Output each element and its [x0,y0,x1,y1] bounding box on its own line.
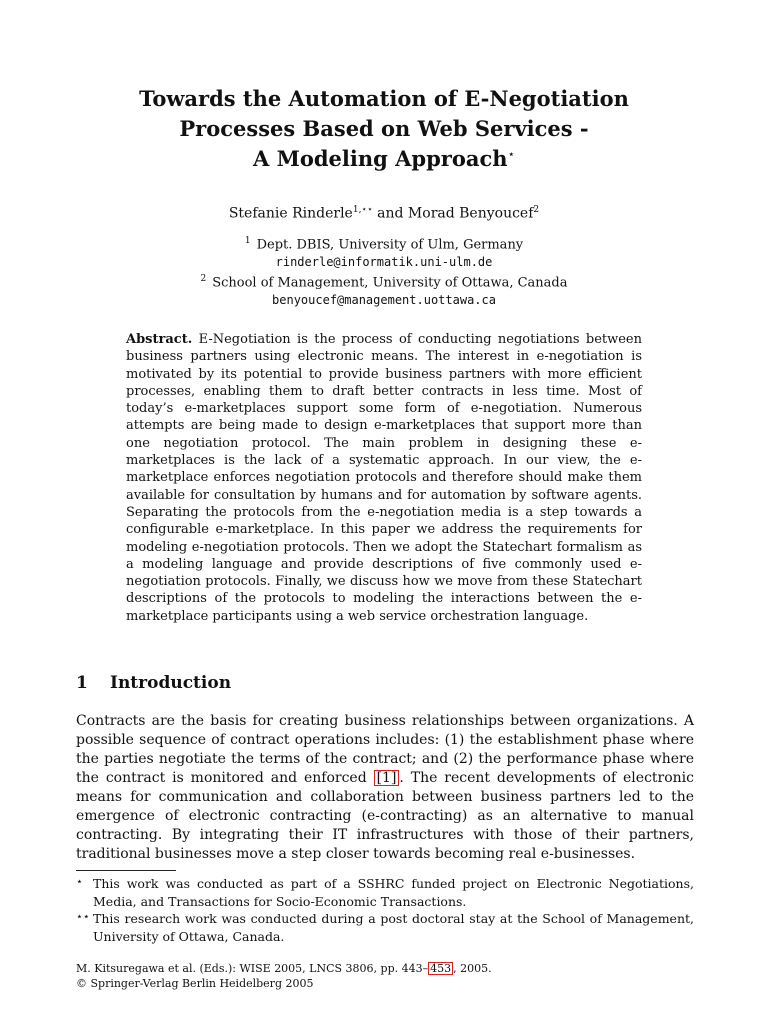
abstract [126,331,642,625]
author-list [76,200,692,224]
copyright-line-1 [76,962,694,977]
footnote-1 [76,875,694,910]
author-2-affil-mark[interactable]: 2 [533,205,540,215]
title-footnote-mark[interactable]: ⋆ [507,147,516,161]
citation-link[interactable]: [1] [374,770,400,786]
introduction-paragraph [76,712,694,864]
title-line-3-text: A Modeling Approach [252,146,508,171]
affiliation-1 [76,233,692,254]
title-line-2: Processes Based on Web Services - [179,116,589,141]
affiliation-1-number: 1 [244,236,251,246]
footnote-2-text: This research work was conducted during a post doctoral stay at the School of Management, University of Ottawa, Canada. [93,911,694,944]
copyright-citation: M. Kitsuregawa et al. (Eds.): WISE 2005, LNCS 3806, pp. 443– [76,962,429,975]
author-connector: and Morad Benyoucef [377,205,534,222]
affiliation-2-number: 2 [200,274,207,285]
paper-title [76,84,692,174]
abstract-text: E-Negotiation is the process of conducting negotiations between business partners using electronic means. The interest in e-negotiation is motivated by its potential to provide business partners with more efficient processes, enabling them to draft better contracts in less time. Most of today’s e-marketplaces support some form of e-negotiation. Numerous attempts are being made to design e-marketplaces that support more than one negotiation protocol. The main problem in designing these e-marketplaces is the lack of a systematic approach. In our view, the e-marketplace enforces negotiation protocols and therefore should make them available for consultation by humans and for automation by software agents. Separating the protocols from the e-negotiation media is a step towards a configurable e-marketplace. In this paper we address the requirements for modeling e-negotiation protocols. Then we adopt the Statechart formalism as a modeling language and provide descriptions of five commonly used e-negotiation protocols. Finally, we discuss how we move from these Statechart descriptions of the protocols to modeling the interactions between the e-marketplace participants using a web service orchestration language. [126,332,642,624]
affiliation-2-email: benyoucef@management.uottawa.ca [272,293,496,308]
footnote-2 [76,910,694,945]
intro-text-part-1: Contracts are the basis for creating business relationships between organizations. A possible sequence of contract operations includes: (1) the establishment phase where the parties negotiate the terms of the contract; and (2) the performance phase where the contract is monitored and enforced [76,713,694,786]
footnote-1-text: This work was conducted as part of a SSHRC funded project on Electronic Negotiations, Media, and Transactions for Socio-Economic Transactions. [93,876,694,909]
author-1-affil-mark[interactable]: 1,⋆⋆ [352,205,373,215]
footnote-divider [76,870,176,871]
footnote-2-mark: ⋆⋆ [76,910,90,923]
affiliation-1-email: rinderle@informatik.uni-ulm.de [275,254,493,269]
abstract-label: Abstract. [126,332,193,347]
section-number: 1 [76,673,88,693]
affiliation-2 [76,271,692,292]
page-range-link[interactable]: 453 [430,962,452,975]
section-heading [76,671,231,695]
copyright-block [76,962,694,991]
intro-text-part-2: . The recent developments of electronic means for communication and collaboration between business partners led to the emergence of electronic contracting (e-contracting) as an alternative to manual contracting. By integrating their IT infrastructures with those of their partners, traditional businesses move a step closer towards becoming real e-businesses. [76,770,694,862]
author-1: Stefanie Rinderle [228,205,353,222]
affiliations [76,233,692,310]
copyright-year: , 2005. [453,962,492,975]
section-title: Introduction [110,673,232,693]
footnotes [76,875,694,945]
title-line-1: Towards the Automation of E-Negotiation [139,86,629,111]
affiliation-2-text: School of Management, University of Ottawa, Canada [212,275,568,291]
copyright-line-2: © Springer-Verlag Berlin Heidelberg 2005 [76,976,314,990]
title-line-3 [76,144,692,174]
affiliation-1-text: Dept. DBIS, University of Ulm, Germany [256,237,524,253]
footnote-1-mark: ⋆ [76,875,83,888]
